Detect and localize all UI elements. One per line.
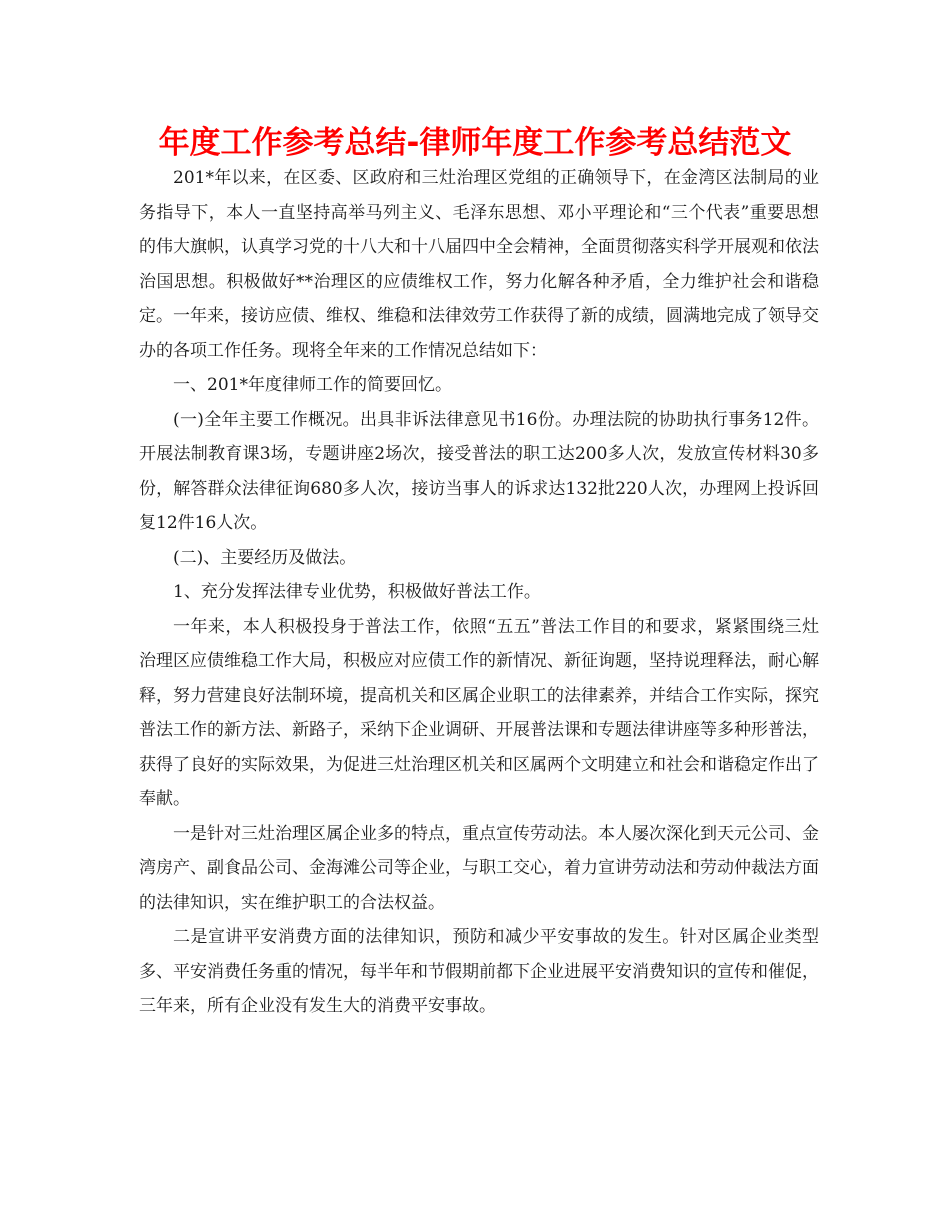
- paragraph-labor-law: 一是针对三灶治理区属企业多的特点，重点宣传劳动法。本人屡次深化到天元公司、金湾房产、副食品公司、金海滩公司等企业，与职工交心，着力宣讲劳动法和劳动仲裁法方面的法律知识，实在维护职工的合法权益。: [139, 823, 819, 913]
- document-body: [139, 161, 819, 1024]
- paragraph-safety-production: 二是宣讲平安消费方面的法律知识，预防和减少平安事故的发生。针对区属企业类型多、平安消费任务重的情况，每半年和节假期前都下企业进展平安消费知识的宣传和催促，三年来，所有企业没有发生大的消费平安事故。: [139, 927, 819, 1016]
- subsection-heading-1: 1、充分发挥法律专业优势，积极做好普法工作。: [173, 582, 541, 602]
- section-heading-2: (二)、主要经历及做法。: [173, 547, 357, 568]
- section-heading-1: 一、201*年度律师工作的简要回忆。: [173, 375, 452, 395]
- paragraph-legal-education: 一年来，本人积极投身于普法工作，依照“五五”普法工作目的和要求，紧紧围绕三灶治理区应债维稳工作大局，积极应对应债工作的新情况、新征询题，坚持说理释法，耐心解释，努力营建良好法制环境，提高机关和区属企业职工的法律素养，并结合工作实际，探究普法工作的新方法、新路子，采纳下企业调研、开展普法课和专题法律讲座等多种形普法，获得了良好的实际效果，为促进三灶治理区机关和区属两个文明建立和社会和谐稳定作出了奉献。: [139, 616, 819, 809]
- paragraph-intro: 201*年以来，在区委、区政府和三灶治理区党组的正确领导下，在金湾区法制局的业务指导下，本人一直坚持高举马列主义、毛泽东思想、邓小平理论和“三个代表”重要思想的伟大旗帜，认真学习党的十八大和十八届四中全会精神，全面贯彻落实科学开展观和依法治国思想。积极做好**治理区的应债维权工作，努力化解各种矛盾，全力维护社会和谐稳定。一年来，接访应债、维权、维稳和法律效劳工作获得了新的成绩，圆满地完成了领导交办的各项工作任务。现将全年来的工作情况总结如下：: [139, 168, 819, 361]
- document-title: 年度工作参考总结-律师年度工作参考总结范文: [158, 125, 792, 161]
- paragraph-work-overview: (一)全年主要工作概况。出具非诉法律意见书16份。办理法院的协助执行事务12件。开展法制教育课3场，专题讲座2场次，接受普法的职工达200多人次，发放宣传材料30多份，解答群众法律征询680多人次，接访当事人的诉求达132批220人次，办理网上投诉回复12件16人次。: [139, 409, 819, 533]
